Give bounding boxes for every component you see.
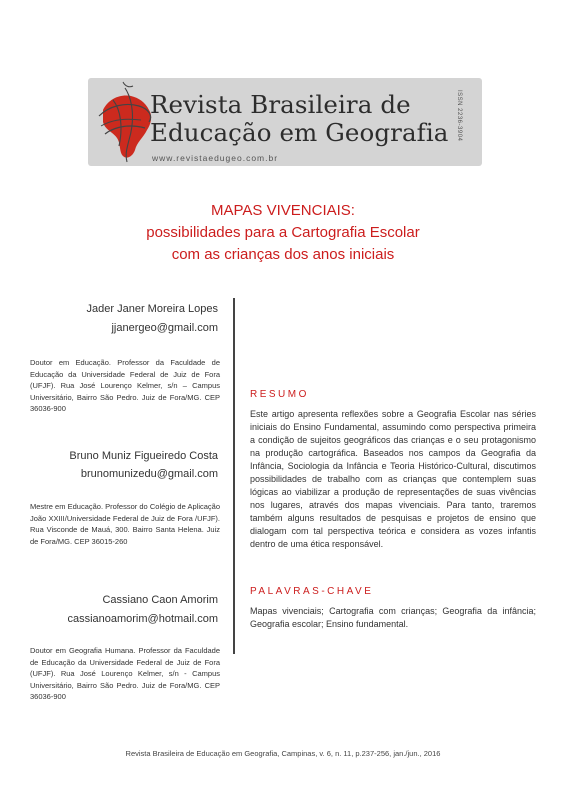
article-title-line2: possibilidades para a Cartografia Escolar [146,224,420,241]
abstract-heading: RESUMO [250,389,309,400]
journal-name-line1: Revista Brasileira de [150,90,411,119]
author-bio: Mestre em Educação. Professor do Colégio de Aplicação João XXIII/Universidade Federal de Juiz de Fora /UFJF). Rua Visconde de Mauá, 300. Bairro Santa Helena. Juiz de Fora/MG. CEP 36015-260 [30,502,220,546]
citation-footer: Revista Brasileira de Educação em Geografia, Campinas, v. 6, n. 11, p.237-256, jan./jun., 2016 [125,749,441,758]
journal-url: www.revistaedugeo.com.br [152,153,279,163]
author-name: Bruno Muniz Figueiredo Costa [69,450,218,462]
journal-name-line2: Educação em Geografia [150,118,449,147]
author-name: Cassiano Caon Amorim [102,594,218,606]
article-title-line3: com as crianças dos anos iniciais [171,246,395,263]
article-title-line1: MAPAS VIVENCIAIS: [211,202,355,219]
brazil-map-logo [95,80,157,164]
journal-issn: ISSN 2236-3904 [456,90,462,142]
author-email: brunomunizedu@gmail.com [80,468,218,480]
author-email: jjanergeo@gmail.com [111,322,218,334]
column-divider [233,298,235,654]
author-name: Jader Janer Moreira Lopes [86,303,218,315]
keywords-text: Mapas vivenciais; Cartografia com crianças; Geografia da infância; Geografia escolar; Ensino fundamental. [250,606,536,629]
author-email: cassianoamorim@hotmail.com [67,613,218,625]
author-bio: Doutor em Educação. Professor da Faculdade de Educação da Universidade Federal de Juiz de Fora (UFJF). Rua José Lourenço Kelmer, s/n – Campus Universitário, Bairro São Pedro. Juiz de Fora/MG. CEP 36036-900 [30,358,220,413]
keywords-heading: PALAVRAS-CHAVE [250,586,374,597]
author-bio: Doutor em Geografia Humana. Professor da Faculdade de Educação da Universidade Federal de Juiz de Fora (UFJF). Rua José Lourenço Kelmer, s/n - Campus Universitário, Bairro São Pedro. Juiz de Fora/MG. CEP 36036-900 [30,646,220,701]
abstract-text: Este artigo apresenta reflexões sobre a Geografia Escolar nas séries iniciais do Ensino Fundamental, assumindo como perspectiva primeira a condição de sujeitos geográficos das crianças e o seu protagonismo na produção cartográfica. Baseados nos campos da Geografia da Infância, Sociologia da Infância e Teoria Histórico-Cultural, discutimos possibilidades de trabalho com as crianças que contemplem suas lógicas ao viabilizar a produção de representações de suas vivências nos lugares, através dos mapas vivenciais. Para tanto, traremos também alguns resultados de pesquisas e projetos de ensino que dialogam com tal perspectiva teórica e considera as vozes infantis dentro de uma ética responsável. [250,409,536,549]
